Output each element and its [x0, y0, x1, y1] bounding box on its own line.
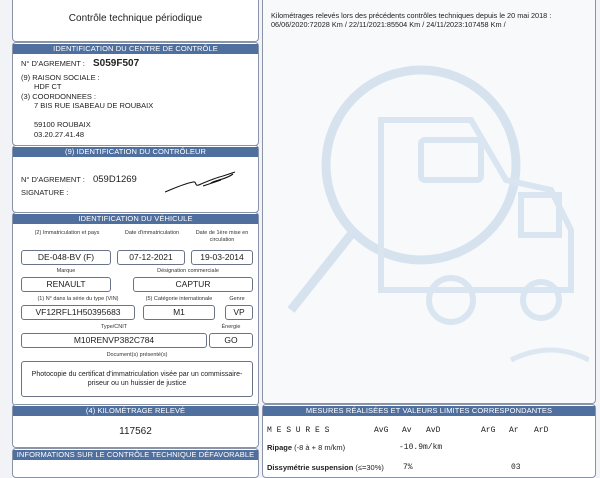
- immat-field: DE-048-BV (F): [21, 250, 111, 265]
- genre-field: VP: [225, 305, 253, 320]
- col-avg: AvG: [374, 426, 389, 435]
- vehicule-band: IDENTIFICATION DU VÉHICULE: [13, 214, 258, 224]
- kilometrage-section: [12, 404, 259, 448]
- controleur-section: [12, 145, 259, 213]
- date-immat-label: Date d'immatriculation: [124, 230, 180, 236]
- mesure-row-limit: (-8 à + 8 m/km): [294, 443, 346, 452]
- type-field: M10RENVP382C784: [21, 333, 207, 348]
- kilometrage-band: (4) KILOMÉTRAGE RELEVÉ: [13, 406, 258, 416]
- docs-value: Photocopie du certificat d'immatriculation visée par un commissaire-priseur ou un huissier de justice: [31, 371, 243, 387]
- signature-mark: [163, 170, 243, 196]
- mesures-title: M E S U R E S: [267, 426, 330, 435]
- mesures-section: [262, 404, 596, 478]
- col-arg: ArG: [481, 426, 496, 435]
- raison-label: (9) RAISON SOCIALE :: [21, 73, 100, 82]
- docs-field: [21, 361, 253, 397]
- col-ard: ArD: [534, 426, 549, 435]
- genre-label: Genre: [229, 296, 245, 302]
- categorie-field: M1: [143, 305, 215, 320]
- date-first-field: 19-03-2014: [191, 250, 253, 265]
- mesure-row: [267, 463, 384, 472]
- watermark-magnifier-icon: [271, 40, 589, 400]
- date-immat-field: 07-12-2021: [117, 250, 185, 265]
- coord-label: (3) COORDONNEES :: [21, 92, 97, 101]
- type-label: Type/CNIT: [100, 324, 128, 330]
- centre-section: [12, 42, 259, 146]
- document-title: Contrôle technique périodique: [68, 13, 203, 24]
- centre-agrement-value: S059F507: [92, 58, 140, 69]
- signature-label: SIGNATURE :: [21, 188, 69, 197]
- info-band: INFORMATIONS SUR LE CONTRÔLE TECHNIQUE DÉFAVORABLE: [13, 450, 258, 460]
- mesure-row-limit: (≤=30%): [355, 463, 384, 472]
- kilometrage-value: 117562: [119, 426, 152, 437]
- col-av: Av: [402, 426, 412, 435]
- mesure-row-ar: 03: [511, 463, 521, 472]
- immat-label: (2) Immatriculation et pays: [34, 230, 100, 236]
- mesures-band: MESURES RÉALISÉES ET VALEURS LIMITES CORRESPONDANTES: [263, 406, 595, 416]
- mesure-row-av: 7%: [403, 463, 413, 472]
- vin-field: VF12RFL1H50395683: [21, 305, 135, 320]
- history-box: [262, 0, 596, 404]
- mesure-row: [267, 443, 345, 452]
- col-ar: Ar: [509, 426, 519, 435]
- phone: 03.20.27.41.48: [34, 130, 85, 139]
- controleur-agrement-value: 059D1269: [92, 174, 137, 185]
- centre-band: IDENTIFICATION DU CENTRE DE CONTRÔLE: [13, 44, 258, 54]
- designation-field: CAPTUR: [133, 277, 253, 292]
- header-box: [12, 0, 259, 42]
- info-section: [12, 448, 259, 478]
- docs-label: Document(s) présenté(s): [106, 352, 168, 358]
- vehicule-section: [12, 212, 259, 406]
- centre-agrement-label: N° D'AGREMENT :: [21, 59, 85, 68]
- address-line2: 59100 ROUBAIX: [34, 120, 91, 129]
- vin-label: (1) N° dans la série du type (VIN): [37, 296, 119, 302]
- date-first-label: Date de 1ère mise en circulation: [195, 230, 249, 243]
- energie-field: GO: [209, 333, 253, 348]
- mesure-row-label: Dissymétrie suspension: [267, 463, 354, 472]
- mesure-row-label: Ripage: [267, 443, 293, 452]
- controleur-agrement-label: N° D'AGREMENT :: [21, 175, 85, 184]
- col-avd: AvD: [426, 426, 441, 435]
- address-line1: 7 BIS RUE ISABEAU DE ROUBAIX: [34, 101, 154, 110]
- mesure-row-av: -10.9m/km: [399, 443, 443, 452]
- energie-label: Énergie: [221, 324, 241, 330]
- raison-value: HDF CT: [34, 82, 62, 91]
- controleur-band: (9) IDENTIFICATION DU CONTRÔLEUR: [13, 147, 258, 157]
- marque-field: RENAULT: [21, 277, 111, 292]
- designation-label: Désignation commerciale: [157, 268, 219, 274]
- categorie-label: (5) Catégorie internationale: [145, 296, 213, 302]
- marque-label: Marque: [56, 268, 76, 274]
- mileage-history-line2: 06/06/2020:72028 Km / 22/11/2021:85504 Km / 24/11/2023:107458 Km /: [271, 20, 506, 29]
- mileage-history-line1: Kilométrages relevés lors des précédents contrôles techniques depuis le 20 mai 2018 :: [271, 11, 552, 20]
